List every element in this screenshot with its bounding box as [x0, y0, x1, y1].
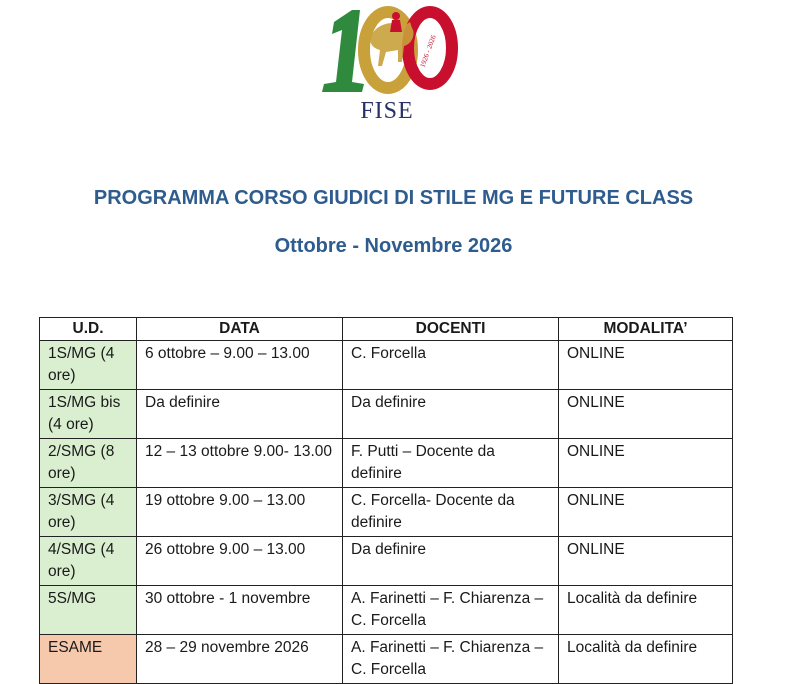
program-table	[39, 317, 733, 684]
cell-ud: 1S/MG (4 ore)	[40, 341, 137, 390]
table-header-row	[40, 318, 733, 341]
cell-ud: 5S/MG	[40, 586, 137, 635]
cell-docenti: A. Farinetti – F. Chiarenza – C. Forcella	[343, 635, 559, 684]
cell-docenti: Da definire	[343, 537, 559, 586]
cell-ud: 2/SMG (8 ore)	[40, 439, 137, 488]
document-title: PROGRAMMA CORSO GIUDICI DI STILE MG E FUTURE CLASS	[93, 187, 694, 209]
header-data: DATA	[137, 318, 343, 341]
cell-data: 26 ottobre 9.00 – 13.00	[137, 537, 343, 586]
cell-data: 30 ottobre - 1 novembre	[137, 586, 343, 635]
cell-docenti: A. Farinetti – F. Chiarenza – C. Forcella	[343, 586, 559, 635]
cell-modalita: ONLINE	[559, 439, 733, 488]
fise-wordmark: FISE	[360, 98, 414, 124]
cell-data: 28 – 29 novembre 2026	[137, 635, 343, 684]
cell-modalita: Località da definire	[559, 635, 733, 684]
ring-date-text: 1926 - 2026	[418, 34, 438, 69]
header-ud: U.D.	[40, 318, 137, 341]
cell-modalita: ONLINE	[559, 390, 733, 439]
table-row	[40, 341, 733, 390]
cell-data: 6 ottobre – 9.00 – 13.00	[137, 341, 343, 390]
table-row	[40, 586, 733, 635]
table-row	[40, 390, 733, 439]
cell-data: 19 ottobre 9.00 – 13.00	[137, 488, 343, 537]
cell-ud: 1S/MG bis (4 ore)	[40, 390, 137, 439]
table-row	[40, 488, 733, 537]
cell-modalita: ONLINE	[559, 341, 733, 390]
table-row	[40, 635, 733, 684]
cell-ud: 4/SMG (4 ore)	[40, 537, 137, 586]
cell-data: 12 – 13 ottobre 9.00- 13.00	[137, 439, 343, 488]
cell-docenti: C. Forcella- Docente da definire	[343, 488, 559, 537]
table-row	[40, 537, 733, 586]
document-subtitle: Ottobre - Novembre 2026	[274, 235, 513, 257]
cell-docenti: Da definire	[343, 390, 559, 439]
cell-docenti: F. Putti – Docente da definire	[343, 439, 559, 488]
cell-modalita: ONLINE	[559, 537, 733, 586]
fise-centenary-logo	[312, 4, 462, 126]
cell-ud: 3/SMG (4 ore)	[40, 488, 137, 537]
cell-ud-exam: ESAME	[40, 635, 137, 684]
cell-modalita: ONLINE	[559, 488, 733, 537]
header-modalita: MODALITA’	[559, 318, 733, 341]
cell-docenti: C. Forcella	[343, 341, 559, 390]
cell-data: Da definire	[137, 390, 343, 439]
centenary-100-emblem	[312, 4, 462, 99]
cell-modalita: Località da definire	[559, 586, 733, 635]
header-docenti: DOCENTI	[343, 318, 559, 341]
table-row	[40, 439, 733, 488]
